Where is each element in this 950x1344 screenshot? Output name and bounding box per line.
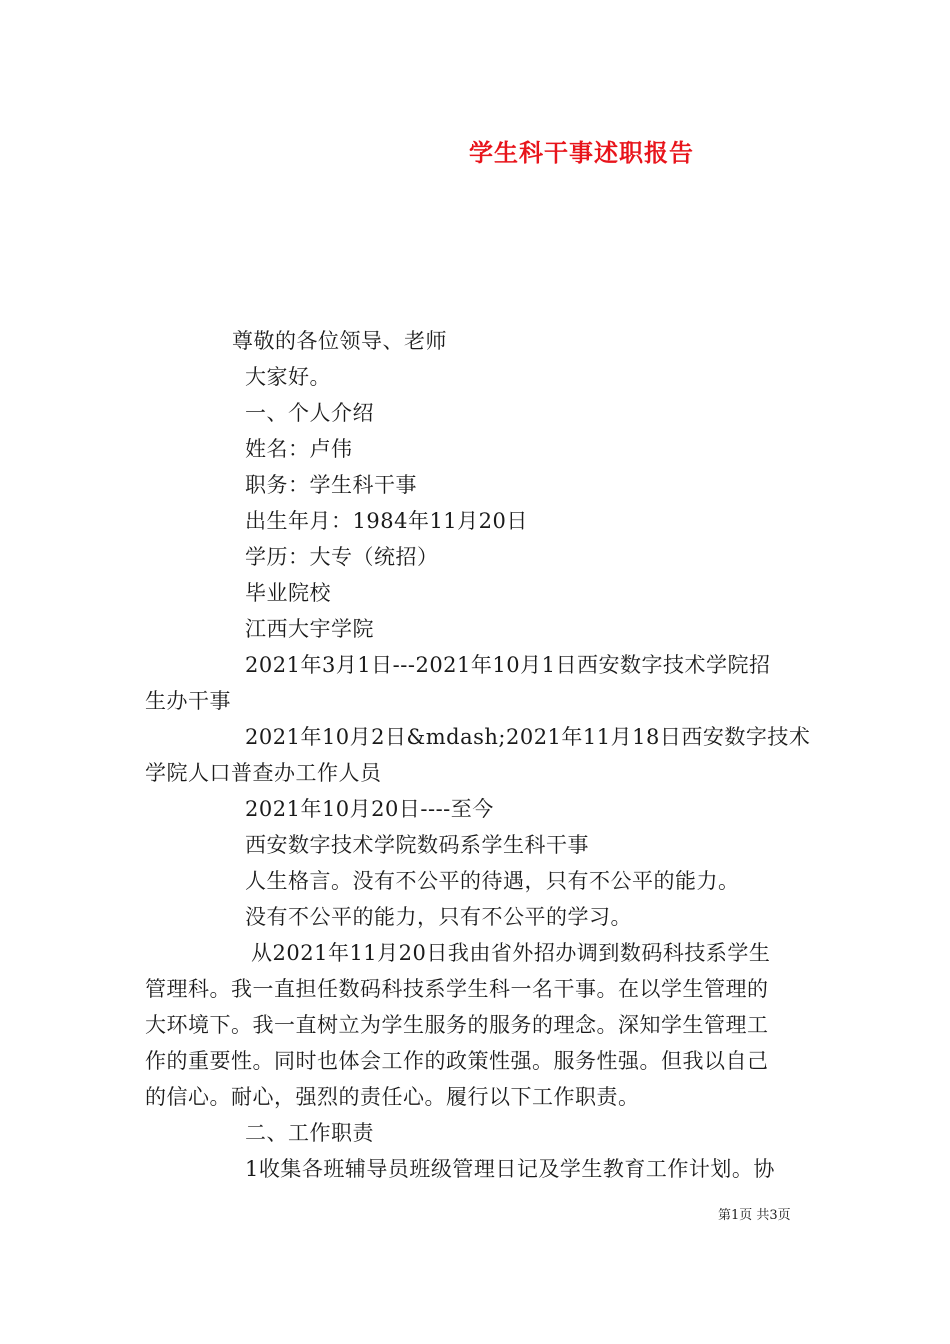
body-line: 学院人口普查办工作人员 [145, 761, 382, 785]
body-line: 姓名：卢伟 [245, 437, 353, 461]
paragraph-line: 的信心。耐心，强烈的责任心。履行以下工作职责。 [145, 1085, 640, 1109]
body-line: 西安数字技术学院数码系学生科干事 [245, 833, 589, 857]
paragraph-line: 管理科。我一直担任数码科技系学生科一名干事。在以学生管理的 [145, 977, 769, 1001]
paragraph-line: 大环境下。我一直树立为学生服务的服务的理念。深知学生管理工 [145, 1013, 769, 1037]
page-number-footer: 第1页 共3页 [718, 1208, 791, 1223]
section-heading-intro: 一、个人介绍 [245, 401, 374, 425]
document-title: 学生科干事述职报告 [469, 138, 694, 167]
body-line: 出生年月：1984年11月20日 [245, 509, 528, 533]
body-line: 2021年10月20日----至今 [245, 797, 494, 821]
body-line: 2021年3月1日---2021年10月1日西安数字技术学院招 [245, 653, 771, 677]
motto-line: 人生格言。没有不公平的待遇，只有不公平的能力。 [245, 869, 740, 893]
body-line: 江西大宇学院 [245, 617, 374, 641]
body-line: 生办干事 [145, 689, 231, 713]
greeting-line: 大家好。 [245, 365, 331, 389]
motto-line: 没有不公平的能力，只有不公平的学习。 [245, 905, 632, 929]
paragraph-line: 1收集各班辅导员班级管理日记及学生教育工作计划。协 [245, 1157, 775, 1181]
body-line: 2021年10月2日&mdash;2021年11月18日西安数字技术 [245, 725, 811, 749]
body-line: 学历：大专（统招） [245, 545, 439, 569]
body-line: 毕业院校 [245, 581, 331, 605]
paragraph-line: 从2021年11月20日我由省外招办调到数码科技系学生 [251, 941, 771, 965]
salutation-line: 尊敬的各位领导、老师 [232, 329, 447, 353]
section-heading-duties: 二、工作职责 [245, 1121, 374, 1145]
body-line: 职务：学生科干事 [245, 473, 417, 497]
paragraph-line: 作的重要性。同时也体会工作的政策性强。服务性强。但我以自己 [145, 1049, 769, 1073]
